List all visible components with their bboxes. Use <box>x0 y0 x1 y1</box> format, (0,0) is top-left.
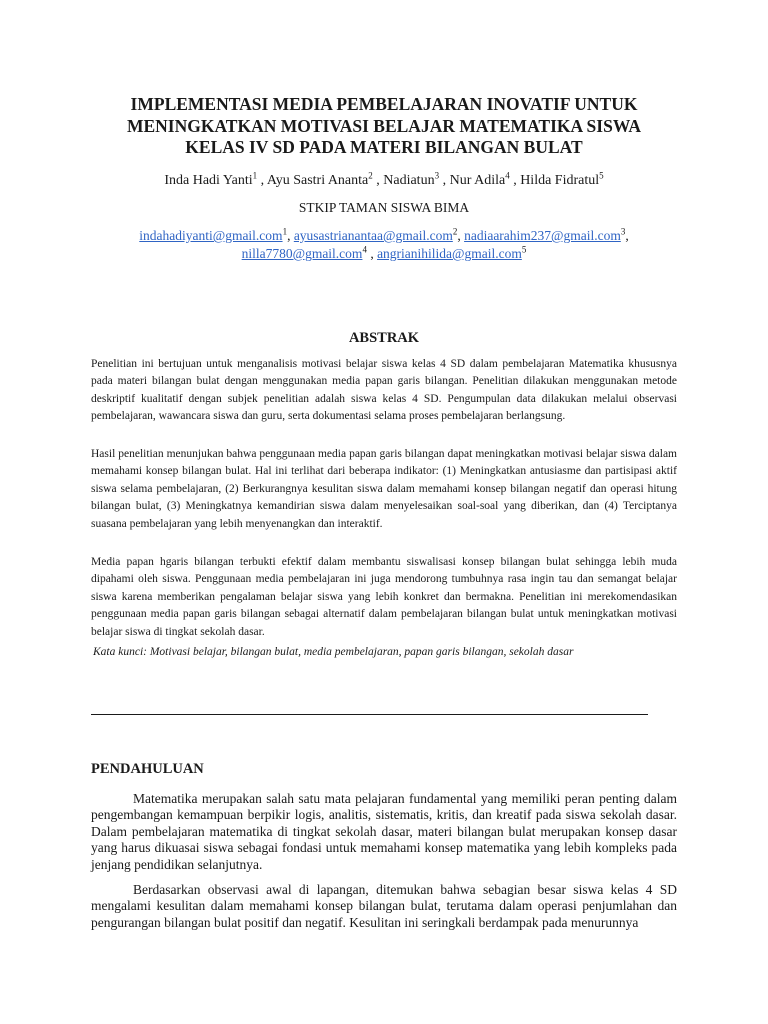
email-index: 3 <box>620 226 626 237</box>
introduction-paragraph: Berdasarkan observasi awal di lapangan, ditemukan bahwa sebagian besar siswa kelas 4 SD mengalami kesulitan dalam memahami konsep bilangan bulat, terutama dalam operasi penjumlahan dan pengurangan bilangan bulat positif dan negatif. Kesulitan ini seringkali berdampak pada menurunnya <box>91 882 677 930</box>
email-link[interactable]: angrianihilida@gmail.com <box>377 246 522 261</box>
title-line: KELAS IV SD PADA MATERI BILANGAN BULAT <box>185 137 583 157</box>
email-line: nilla7780@gmail.com$^4$ , angrianihilida@gmail.com$^5$ <box>241 244 527 261</box>
affiliation: STKIP TAMAN SISWA BIMA <box>298 200 470 215</box>
author-name: Ayu Sastri Ananta <box>266 173 369 188</box>
keywords: Kata kunci: Motivasi belajar, bilangan bulat, media pembelajaran, papan garis bilangan, sekolah dasar <box>93 646 574 658</box>
author-name: Inda Hadi Yanti <box>164 173 253 188</box>
author-name: Nur Adila <box>449 173 506 188</box>
email-link[interactable]: nadiaarahim237@gmail.com <box>464 228 621 243</box>
email-index: 5 <box>521 244 527 255</box>
author-name: Hilda Fidratul <box>520 173 600 188</box>
email-index: 1 <box>282 226 288 237</box>
paper-title <box>92 94 676 159</box>
introduction-paragraph: Matematika merupakan salah satu mata pelajaran fundamental yang memiliki peran penting dalam pengembangan kemampuan berpikir logis, analitis, sistematis, kritis, dan kreatif pada siswa sekolah dasar. Dalam pembelajaran matematika di tingkat sekolah dasar, materi bilangan bulat merupakan konsep dasar yang harus dikuasai siswa sebagai fondasi untuk memahami konsep matematika yang lebih kompleks pada jenjang pendidikan selanjutnya. <box>91 791 677 872</box>
abstract-paragraph: Media papan hgaris bilangan terbukti efektif dalam membantu siswalisasi konsep bilangan bulat sehingga lebih muda dipahami oleh siswa. Penggunaan media pembelajaran ini juga mendorong tumbuhnya rasa ingin tau dan semangat belajar siswa karena memberikan pengalaman belajar siswa yang lebih konkret dan bermakna. Penelitian ini merekomendasikan penggunaan media papan garis bilangan sebagai alternatif dalam pembelajaran bilangan bulat untuk meningkatkan motivasi belajar siswa di tingkat sekolah dasar. <box>91 556 677 638</box>
email-line: indahadiyanti@gmail.com$^1$, ayusastrianantaa@gmail.com$^2$, nadiaarahim237@gmail.com$^3$, <box>139 226 629 243</box>
author-index: 5 <box>599 170 604 181</box>
email-index: 4 <box>362 244 367 255</box>
email-list <box>92 227 676 263</box>
author-index: 4 <box>505 170 510 181</box>
email-index: 2 <box>452 226 458 237</box>
section-divider <box>91 714 648 715</box>
abstract-paragraph: Hasil penelitian menunjukan bahwa penggunaan media papan garis bilangan dapat meningkatkan motivasi belajar siswa dalam memahami konsep bilangan bulat. Hal ini terlihat dari beberapa indikator: (1) Meningkatkan antusiasme dan partisipasi aktif siswa selama pembelajaran, (2) Berkurangnya kesulitan siswa dalam memahami konsep bilangan negatif dan operasi hitung bilangan bulat, (3) Meningkatnya kemandirian siswa dalam menyelesaikan soal-soal yang diberikan, dan (4) Terciptanya suasana pembelajaran yang lebih menyenangkan dan interaktif. <box>91 448 677 530</box>
abstract-paragraph: Penelitian ini bertujuan untuk menganalisis motivasi belajar siswa kelas 4 SD dalam pembelajaran Matematika khususnya pada materi bilangan bulat dengan menggunakan media papan garis bilangan. Penelitian dilakukan menggunakan metode deskriptif kualitatif dengan subjek penelitian adalah siswa kelas 4 SD. Pengumpulan data dilakukan melalui observasi pembelajaran, wawancara siswa dan guru, serta dokumentasi selama proses pembelajaran berlangsung. <box>91 358 677 423</box>
author-index: 2 <box>368 170 373 181</box>
abstract-heading: ABSTRAK <box>348 330 420 346</box>
title-line: MENINGKATKAN MOTIVASI BELAJAR MATEMATIKA SISWA <box>126 115 642 136</box>
title-line: IMPLEMENTASI MEDIA PEMBELAJARAN INOVATIF UNTUK <box>130 94 638 114</box>
email-link[interactable]: ayusastrianantaa@gmail.com <box>293 228 453 243</box>
author-index: 3 <box>434 170 440 181</box>
email-link[interactable]: indahadiyanti@gmail.com <box>139 228 283 243</box>
author-name: Nadiatun <box>383 173 435 188</box>
author-index: 1 <box>252 170 258 181</box>
introduction-heading: PENDAHULUAN <box>91 761 204 777</box>
author-list: Inda Hadi Yanti$^1$ , Ayu Sastri Ananta$^2$ , Nadiatun$^3$ , Nur Adila$^4$ , Hilda Fidratul$^5$ <box>164 170 604 188</box>
email-link[interactable]: nilla7780@gmail.com <box>241 246 363 261</box>
